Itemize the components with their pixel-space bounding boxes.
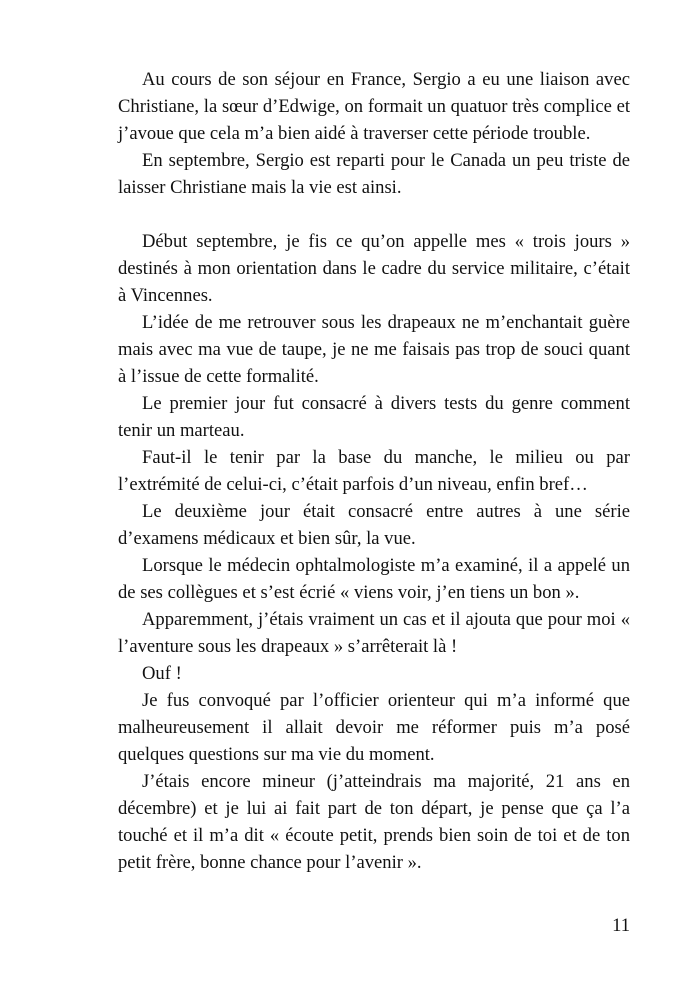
page-number: 11 (612, 915, 630, 936)
paragraph-mineur: J’étais encore mineur (j’atteindrais ma majorité, 21 ans en décembre) et je lui ai fait part de ton départ, je pense que ça l’a touché et il m’a dit « écoute petit, prends bien soin de toi et de ton petit frère, bonne chance pour l’avenir ». (118, 771, 630, 873)
paragraph-marteau: Faut-il le tenir par la base du manche, le milieu ou par l’extrémité de celui-ci, c’était parfois d’un niveau, enfin bref… (118, 447, 630, 495)
paragraph-ouf: Ouf ! (142, 663, 182, 684)
page-body (118, 66, 630, 876)
paragraph-sergio-liaison: Au cours de son séjour en France, Sergio a eu une liaison avec Christiane, la sœur d’Edwige, on formait un quatuor très complice et j’avoue que cela m’a bien aidé à traverser cette période trouble. (118, 69, 630, 144)
paragraph-premier-jour: Le premier jour fut consacré à divers tests du genre comment tenir un marteau. (118, 393, 630, 441)
paragraph-aventure: Apparemment, j’étais vraiment un cas et il ajouta que pour moi « l’aventure sous les drapeaux » s’arrêterait là ! (118, 609, 630, 657)
section-break (118, 201, 630, 228)
paragraph-deuxieme-jour: Le deuxième jour était consacré entre autres à une série d’examens médicaux et bien sûr, la vue. (118, 501, 630, 549)
paragraph-drapeaux: L’idée de me retrouver sous les drapeaux ne m’enchantait guère mais avec ma vue de taupe, je ne me faisais pas trop de souci quant à l’issue de cette formalité. (118, 312, 630, 387)
paragraph-sergio-departure: En septembre, Sergio est reparti pour le Canada un peu triste de laisser Christiane mais la vie est ainsi. (118, 150, 630, 198)
paragraph-trois-jours: Début septembre, je fis ce qu’on appelle mes « trois jours » destinés à mon orientation dans le cadre du service militaire, c’était à Vincennes. (118, 231, 630, 306)
paragraph-ophtalmologiste: Lorsque le médecin ophtalmologiste m’a examiné, il a appelé un de ses collègues et s’est écrié « viens voir, j’en tiens un bon ». (118, 555, 630, 603)
paragraph-officier: Je fus convoqué par l’officier orienteur qui m’a informé que malheureusement il allait devoir me réformer puis m’a posé quelques questions sur ma vie du moment. (118, 690, 630, 765)
